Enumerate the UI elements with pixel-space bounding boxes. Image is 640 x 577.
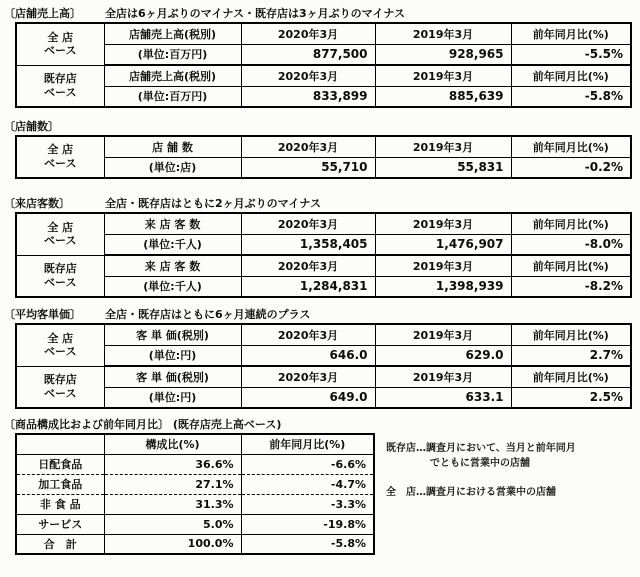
period-2020-header-cell: 2020年3月 <box>241 136 375 157</box>
store-sales-table <box>15 22 632 108</box>
base-label-line1: 全 店 <box>47 331 74 345</box>
base-label-line1: 既存店 <box>43 373 77 386</box>
value-2019-cell: 55,831 <box>375 157 511 178</box>
period-2019-header-cell: 2019年3月 <box>375 324 511 345</box>
period-2020-header-cell: 2020年3月 <box>241 324 375 345</box>
share-column-header: 構成比(%) <box>104 434 241 454</box>
period-2019-header-cell: 2019年3月 <box>375 23 511 44</box>
category-label-cell: 合 計 <box>16 534 104 554</box>
table-row <box>16 454 374 474</box>
base-label-line1: 全 店 <box>47 220 74 234</box>
value-yoy-cell: -8.2% <box>511 276 631 297</box>
section-store-count-title-row <box>4 118 640 132</box>
unit-cell: (単位:百万円) <box>104 86 241 107</box>
value-2019-cell: 885,639 <box>375 86 511 107</box>
value-yoy-cell: -0.2% <box>511 157 631 178</box>
share-value-cell: 36.6% <box>104 454 241 474</box>
metric-header-cell: 来 店 客 数 <box>104 255 241 276</box>
value-2020-cell: 646.0 <box>241 345 375 366</box>
base-label-line2: ベース <box>44 85 77 99</box>
yoy-value-cell: -19.8% <box>241 514 374 534</box>
base-label-line2: ベース <box>44 345 77 359</box>
table-row <box>16 514 374 534</box>
composition-table <box>15 433 375 555</box>
category-label-cell: サービス <box>16 514 104 534</box>
period-2019-header-cell: 2019年3月 <box>375 136 511 157</box>
category-label-cell: 非 食 品 <box>16 494 104 514</box>
section-subtitle: 全店・既存店はともに6ヶ月連続のプラス <box>105 308 311 321</box>
base-label-cell <box>16 136 104 178</box>
yoy-header-cell: 前年同月比(%) <box>511 366 631 387</box>
unit-cell: (単位:千人) <box>104 234 241 255</box>
unit-cell: (単位:店) <box>104 157 241 178</box>
table-row <box>16 387 631 408</box>
period-2019-header-cell: 2019年3月 <box>375 366 511 387</box>
value-2020-cell: 1,284,831 <box>241 276 375 297</box>
yoy-column-header: 前年同月比(%) <box>241 434 374 454</box>
value-2020-cell: 55,710 <box>241 157 375 178</box>
value-yoy-cell: -5.5% <box>511 44 631 65</box>
metric-header-cell: 客 単 価(税別) <box>104 324 241 345</box>
share-value-cell: 100.0% <box>104 534 241 554</box>
table-row <box>16 494 374 514</box>
base-label-line1: 既存店 <box>43 72 77 85</box>
unit-cell: (単位:百万円) <box>104 44 241 65</box>
table-row <box>16 213 631 234</box>
base-label-line2: ベース <box>44 234 77 248</box>
section-composition-title-row <box>4 416 640 430</box>
base-label-cell <box>16 23 104 65</box>
table-header-row <box>16 434 374 454</box>
base-label-cell <box>16 255 104 297</box>
table-row <box>16 276 631 297</box>
value-yoy-cell: -5.8% <box>511 86 631 107</box>
yoy-header-cell: 前年同月比(%) <box>511 213 631 234</box>
share-value-cell: 5.0% <box>104 514 241 534</box>
avg-spend-table <box>15 323 632 409</box>
value-2020-cell: 649.0 <box>241 387 375 408</box>
section-title: 〔店舗売上高〕 <box>4 7 81 20</box>
value-2020-cell: 833,899 <box>241 86 375 107</box>
section-title-suffix: (既存店売上高ベース) <box>172 418 282 431</box>
base-label-line1: 既存店 <box>43 262 77 275</box>
table-row <box>16 136 631 157</box>
yoy-header-cell: 前年同月比(%) <box>511 255 631 276</box>
table-row <box>16 474 374 494</box>
table-row <box>16 366 631 387</box>
existing-store-note-line2: でともに営業中の店舗 <box>430 458 530 469</box>
value-yoy-cell: 2.5% <box>511 387 631 408</box>
table-row <box>16 65 631 86</box>
base-label-cell <box>16 65 104 107</box>
base-label-line2: ベース <box>44 157 77 170</box>
share-value-cell: 31.3% <box>104 494 241 514</box>
section-subtitle: 全店は6ヶ月ぶりのマイナス・既存店は3ヶ月ぶりのマイナス <box>105 7 405 20</box>
table-row <box>16 534 374 554</box>
metric-header-cell: 客 単 価(税別) <box>104 366 241 387</box>
period-2019-header-cell: 2019年3月 <box>375 255 511 276</box>
table-row <box>16 255 631 276</box>
value-yoy-cell: -8.0% <box>511 234 631 255</box>
store-count-table <box>15 135 632 179</box>
period-2020-header-cell: 2020年3月 <box>241 255 375 276</box>
section-subtitle: 全店・既存店はともに2ヶ月ぶりのマイナス <box>105 197 321 210</box>
metric-header-cell: 店 舗 数 <box>104 136 241 157</box>
value-2019-cell: 629.0 <box>375 345 511 366</box>
unit-cell: (単位:円) <box>104 345 241 366</box>
base-label-line1: 全 店 <box>47 143 74 157</box>
period-2020-header-cell: 2020年3月 <box>241 23 375 44</box>
table-row <box>16 234 631 255</box>
table-row <box>16 345 631 366</box>
yoy-value-cell: -3.3% <box>241 494 374 514</box>
existing-store-note-line1: 既存店…調査月において、当月と前年同月 <box>386 443 576 454</box>
metric-header-cell: 店舗売上高(税別) <box>104 23 241 44</box>
yoy-header-cell: 前年同月比(%) <box>511 65 631 86</box>
table-row <box>16 324 631 345</box>
metric-header-cell: 店舗売上高(税別) <box>104 65 241 86</box>
base-label-cell <box>16 324 104 366</box>
value-2019-cell: 1,476,907 <box>375 234 511 255</box>
period-2019-header-cell: 2019年3月 <box>375 65 511 86</box>
yoy-value-cell: -6.6% <box>241 454 374 474</box>
table-row <box>16 86 631 107</box>
yoy-header-cell: 前年同月比(%) <box>511 324 631 345</box>
base-label-line2: ベース <box>44 44 77 58</box>
base-label-line1: 全 店 <box>47 30 74 44</box>
yoy-value-cell: -4.7% <box>241 474 374 494</box>
yoy-header-cell: 前年同月比(%) <box>511 136 631 157</box>
value-2019-cell: 928,965 <box>375 44 511 65</box>
value-2019-cell: 1,398,939 <box>375 276 511 297</box>
section-title: 〔平均客単価〕 <box>4 308 81 321</box>
section-title: 〔商品構成比および前年同月比〕 <box>4 418 169 431</box>
yoy-value-cell: -5.8% <box>241 534 374 554</box>
value-2019-cell: 633.1 <box>375 387 511 408</box>
base-label-cell <box>16 366 104 408</box>
metric-header-cell: 来 店 客 数 <box>104 213 241 234</box>
base-label-cell <box>16 213 104 255</box>
definition-notes <box>386 441 576 500</box>
base-label-line2: ベース <box>44 275 77 289</box>
unit-cell: (単位:円) <box>104 387 241 408</box>
section-title: 〔来店客数〕 <box>4 197 70 210</box>
section-customer-count-title-row <box>4 195 640 209</box>
table-row <box>16 157 631 178</box>
all-store-note: 全 店…調査月における営業中の店舗 <box>386 487 556 498</box>
period-2020-header-cell: 2020年3月 <box>241 213 375 234</box>
section-title: 〔店舗数〕 <box>4 120 59 133</box>
value-yoy-cell: 2.7% <box>511 345 631 366</box>
period-2019-header-cell: 2019年3月 <box>375 213 511 234</box>
value-2020-cell: 877,500 <box>241 44 375 65</box>
period-2020-header-cell: 2020年3月 <box>241 65 375 86</box>
yoy-header-cell: 前年同月比(%) <box>511 23 631 44</box>
value-2020-cell: 1,358,405 <box>241 234 375 255</box>
section-avg-spend-title-row <box>4 306 640 320</box>
table-row <box>16 23 631 44</box>
category-label-cell: 日配食品 <box>16 454 104 474</box>
composition-area <box>0 433 640 555</box>
category-label-cell: 加工食品 <box>16 474 104 494</box>
empty-corner-cell <box>16 434 104 454</box>
section-store-sales-title-row <box>4 5 640 19</box>
table-row <box>16 44 631 65</box>
customer-count-table <box>15 212 632 298</box>
unit-cell: (単位:千人) <box>104 276 241 297</box>
share-value-cell: 27.1% <box>104 474 241 494</box>
period-2020-header-cell: 2020年3月 <box>241 366 375 387</box>
base-label-line2: ベース <box>44 386 77 400</box>
